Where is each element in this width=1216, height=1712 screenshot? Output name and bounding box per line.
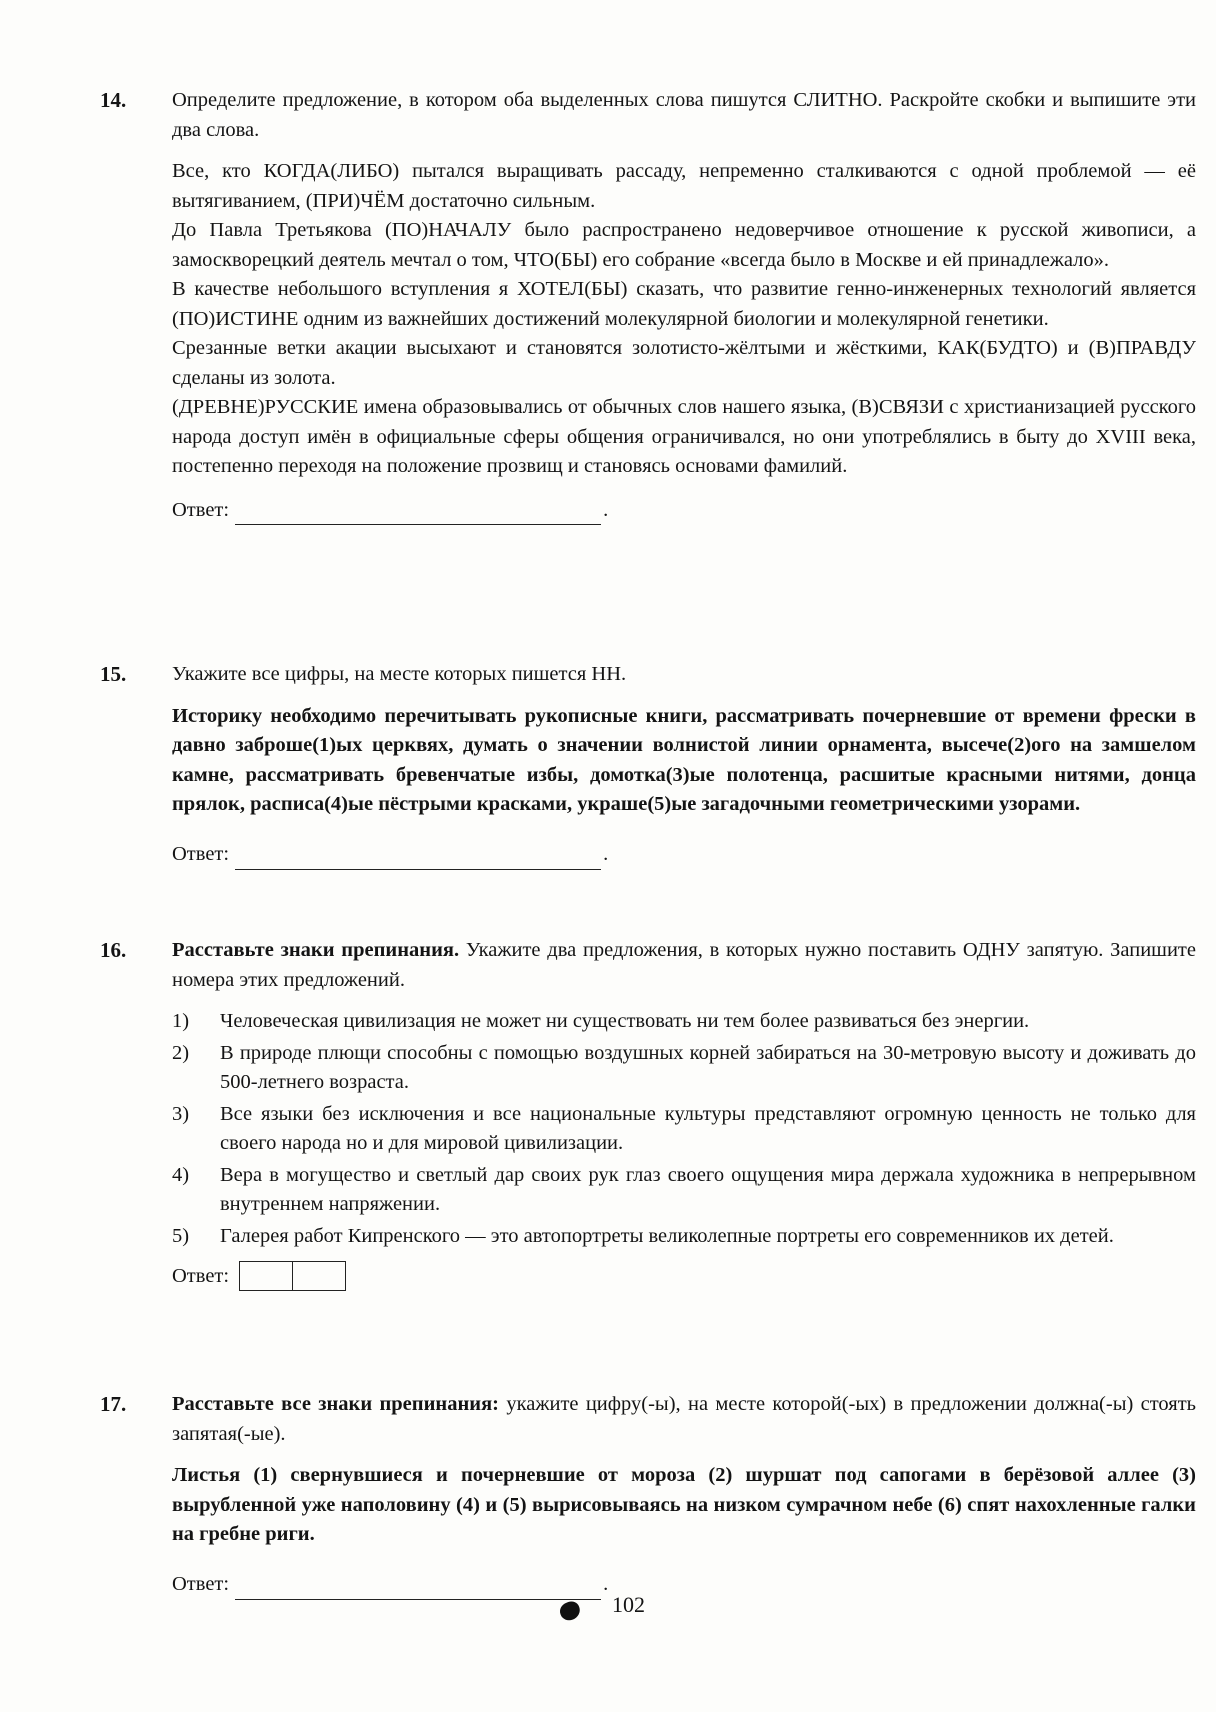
sentence: (ДРЕВНЕ)РУССКИЕ имена образовывались от обычных слов нашего языка, (В)СВЯЗИ с христианизацией русского народа доступ имён в официальные сферы общения ограничивался, но они употреблялись в быту до XVIII века, постепенно переходя на положение прозвищ и становясь основами фамилий. [172,396,1196,477]
task-number: 17. [100,1392,127,1416]
answer-label: Ответ: [172,1573,230,1595]
period: . [603,843,609,865]
answer-row [172,1261,1196,1291]
answer-row [172,1570,1196,1600]
sentence: Срезанные ветки акации высыхают и становятся золотисто-жёлтыми и жёсткими, КАК(БУДТО) и (В)ПРАВДУ сделаны из золота. [172,337,1196,389]
task-prompt-bold: Расставьте все знаки препинания: [172,1393,500,1415]
task-prompt [172,660,1196,690]
answer-box-1[interactable] [240,1262,292,1290]
answer-box-2[interactable] [292,1262,345,1290]
option-number: 5) [172,1224,190,1247]
option-item [172,1222,1196,1252]
task-16 [100,936,1200,1291]
task-prompt-bold: Расставьте знаки препинания. [172,939,460,961]
task-number: 16. [100,938,127,962]
task-number: 15. [100,662,127,686]
sentence: До Павла Третьякова (ПО)НАЧАЛУ было распространено недоверчивое отношение к русской живописи, а замоскворецкий деятель мечтал о том, ЧТО(БЫ) его собрание «всегда было в Москве и ей принадлежало». [172,219,1196,271]
task-14 [100,86,1200,525]
option-item [172,1007,1196,1037]
task-number: 14. [100,88,127,112]
task-text: Листья (1) свернувшиеся и почерневшие от мороза (2) шуршат под сапогами в берёзовой аллее (3) вырубленной уже наполовину (4) и (5) вырисовываясь на низком сумрачном небе (6) спят нахохленные галки на гребне риги. [172,1464,1196,1545]
answer-row [172,840,1196,870]
answer-line-field[interactable] [235,502,601,525]
option-item [172,1039,1196,1098]
options-list [172,1007,1196,1251]
page-number: 102 [612,1592,645,1618]
answer-label: Ответ: [172,1264,230,1287]
sentence: В качестве небольшого вступления я ХОТЕЛ(БЫ) сказать, что развитие генно-инженерных технологий является (ПО)ИСТИНЕ одним из важнейших достижений молекулярной биологии и молекулярной генетики. [172,278,1196,330]
answer-boxes [239,1261,346,1291]
option-number: 1) [172,1010,190,1032]
answer-line-field[interactable] [235,1577,601,1600]
period: . [603,1573,609,1595]
option-number: 2) [172,1041,190,1064]
task-prompt-text: Укажите два предложения, в которых нужно поставить ОДНУ запятую. Запишите номера этих предложений. [172,939,1196,991]
page-footer [560,1590,645,1620]
option-text: Человеческая цивилизация не может ни существовать ни тем более развиваться без энергии. [220,1010,1030,1032]
sentences-block [172,157,1196,482]
answer-label: Ответ: [172,498,230,521]
task-prompt [172,1390,1196,1449]
ink-blot-icon [558,1599,583,1623]
option-text: Галерея работ Кипренского — это автопортреты великолепные портреты его современников их детей. [220,1224,1114,1247]
task-15 [100,660,1200,870]
option-item [172,1161,1196,1220]
answer-row [172,496,1196,526]
option-item [172,1100,1196,1159]
task-prompt-text: укажите цифру(-ы), на месте которой(-ых) в предложении должна(-ы) стоять запятая(-ые). [172,1393,1197,1445]
answer-label: Ответ: [172,843,230,865]
option-text: Вера в могущество и светлый дар своих рук глаз своего ощущения мира держала художника в непрерывном внутреннем напряжении. [220,1163,1196,1215]
option-text: В природе плющи способны с помощью воздушных корней забираться на 30-метровую высоту и доживать до 500-летнего возраста. [220,1041,1196,1093]
task-17 [100,1390,1200,1600]
period: . [603,498,609,521]
task-prompt-text: Укажите все цифры, на месте которых пишется НН. [172,663,627,685]
answer-line-field[interactable] [235,847,601,870]
option-text: Все языки без исключения и все национальные культуры представляют огромную ценность не только для своего народа но и для мировой цивилизации. [220,1102,1196,1154]
option-number: 3) [172,1102,190,1125]
sentence: Все, кто КОГДА(ЛИБО) пытался выращивать рассаду, непременно сталкиваются с одной проблемой — её вытягиванием, (ПРИ)ЧЁМ достаточно сильным. [172,160,1196,212]
task-text: Историку необходимо перечитывать рукописные книги, рассматривать почерневшие от времени фрески в давно заброше(1)ых церквях, думать о значении волнистой линии орнамента, высече(2)ого на замшелом камне, рассматривать бревенчатые избы, домотка(3)ые полотенца, расшитые красными нитями, донца прялок, расписа(4)ые пёстрыми красками, украше(5)ые загадочными геометрическими узорами. [172,704,1196,815]
task-prompt [172,936,1196,995]
option-number: 4) [172,1163,190,1186]
task-prompt: Определите предложение, в котором оба выделенных слова пишутся СЛИТНО. Раскройте скобки и выпишите эти два слова. [172,89,1196,141]
